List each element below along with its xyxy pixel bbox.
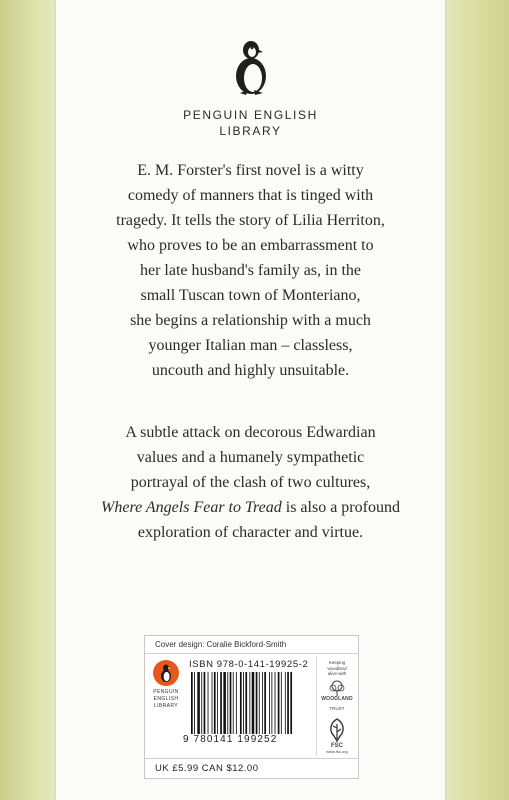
blurb-line: portrayal of the clash of two cultures,: [130, 474, 371, 491]
barcode-bar: [217, 672, 218, 734]
penguin-icon: [159, 663, 173, 683]
barcode-bar: [236, 672, 237, 734]
book-edge-right: [445, 0, 509, 800]
barcode-bar: [264, 672, 266, 734]
barcode-panel: [144, 635, 359, 779]
blurb-paragraph-1: [56, 158, 445, 383]
series-name-line1: PENGUIN ENGLISH: [183, 108, 318, 122]
barcode-bar: [214, 672, 216, 734]
blurb-line: younger Italian man – classless,: [148, 337, 353, 354]
eco-label: [316, 656, 357, 756]
eco-text: Keeping: [328, 660, 346, 665]
blurb-line: E. M. Forster's first novel is a witty: [137, 162, 364, 179]
blurb-paragraph-2: [56, 420, 445, 545]
publisher-logo-text: LIBRARY: [153, 703, 179, 709]
blurb-line: her late husband's family as, in the: [139, 262, 362, 279]
book-title: Where Angels Fear to Tread: [101, 499, 282, 516]
barcode-bar: [256, 672, 258, 734]
barcode-bar: [290, 672, 292, 734]
barcode-bar: [223, 672, 226, 734]
barcode-bar: [220, 672, 222, 734]
barcode-bar: [281, 672, 282, 734]
book-edge-left: [0, 0, 56, 800]
trust-text: TRUST: [329, 705, 345, 711]
barcode-bar: [252, 672, 255, 734]
barcode-bar: [271, 672, 272, 734]
fsc-sub-text: www.fsc.org: [326, 749, 348, 754]
blurb-line: tragedy. It tells the story of Lilia Herriton,: [116, 212, 385, 229]
woodland-tree-icon: [327, 680, 347, 696]
barcode-bar: [197, 672, 200, 734]
cover-credit: Cover design: Coralie Bickford-Smith: [145, 636, 358, 654]
barcode-bar: [269, 672, 270, 734]
price-text: UK £5.99 CAN $12.00: [145, 758, 358, 777]
barcode: [189, 672, 311, 734]
barcode-bar: [233, 672, 234, 734]
blurb-line: uncouth and highly unsuitable.: [151, 362, 350, 379]
fsc-text: FSC: [331, 743, 343, 749]
penguin-roundel-icon: [153, 660, 179, 686]
barcode-number: 9 780141 199252: [183, 734, 278, 745]
back-cover: [56, 0, 445, 800]
blurb-line-title: [56, 495, 445, 520]
barcode-bar: [243, 672, 244, 734]
blurb-line: exploration of character and virtue.: [137, 524, 364, 541]
blurb-line-rest: is also a profound: [281, 499, 400, 516]
barcode-bar: [259, 672, 260, 734]
penguin-logo-icon: [230, 38, 272, 96]
blurb-line: small Tuscan town of Monteriano,: [140, 287, 361, 304]
barcode-bar: [249, 672, 250, 734]
isbn-text: ISBN 978-0-141-19925-2: [189, 659, 309, 670]
barcode-bar: [262, 672, 263, 734]
fsc-tree-icon: [325, 717, 349, 743]
blurb-line: she begins a relationship with a much: [130, 312, 371, 329]
eco-text: woodland: [327, 665, 347, 671]
series-name-line2: LIBRARY: [219, 124, 282, 138]
blurb-line: A subtle attack on decorous Edwardian: [125, 424, 376, 441]
barcode-bar: [287, 672, 289, 734]
barcode-bar: [204, 672, 206, 734]
publisher-logo-text: PENGUIN: [153, 689, 179, 695]
barcode-bar: [275, 672, 276, 734]
publisher-logo-text: ENGLISH: [153, 696, 179, 702]
woodland-trust-text: WOODLAND: [321, 695, 353, 702]
barcode-bar: [245, 672, 247, 734]
barcode-bar: [230, 672, 232, 734]
blurb-line: comedy of manners that is tinged with: [127, 187, 374, 204]
eco-text: alive with: [327, 671, 347, 676]
barcode-bar: [191, 672, 193, 734]
blurb-line: who proves to be an embarrassment to: [127, 237, 374, 254]
publisher-logo: [149, 660, 183, 740]
barcode-bar: [212, 672, 213, 734]
blurb-line: values and a humanely sympathetic: [136, 449, 365, 466]
barcode-bar: [240, 672, 242, 734]
barcode-bar: [227, 672, 228, 734]
barcode-bar: [194, 672, 195, 734]
barcode-bar: [201, 672, 202, 734]
barcode-bar: [278, 672, 280, 734]
barcode-bar: [285, 672, 286, 734]
barcode-bar: [208, 672, 209, 734]
